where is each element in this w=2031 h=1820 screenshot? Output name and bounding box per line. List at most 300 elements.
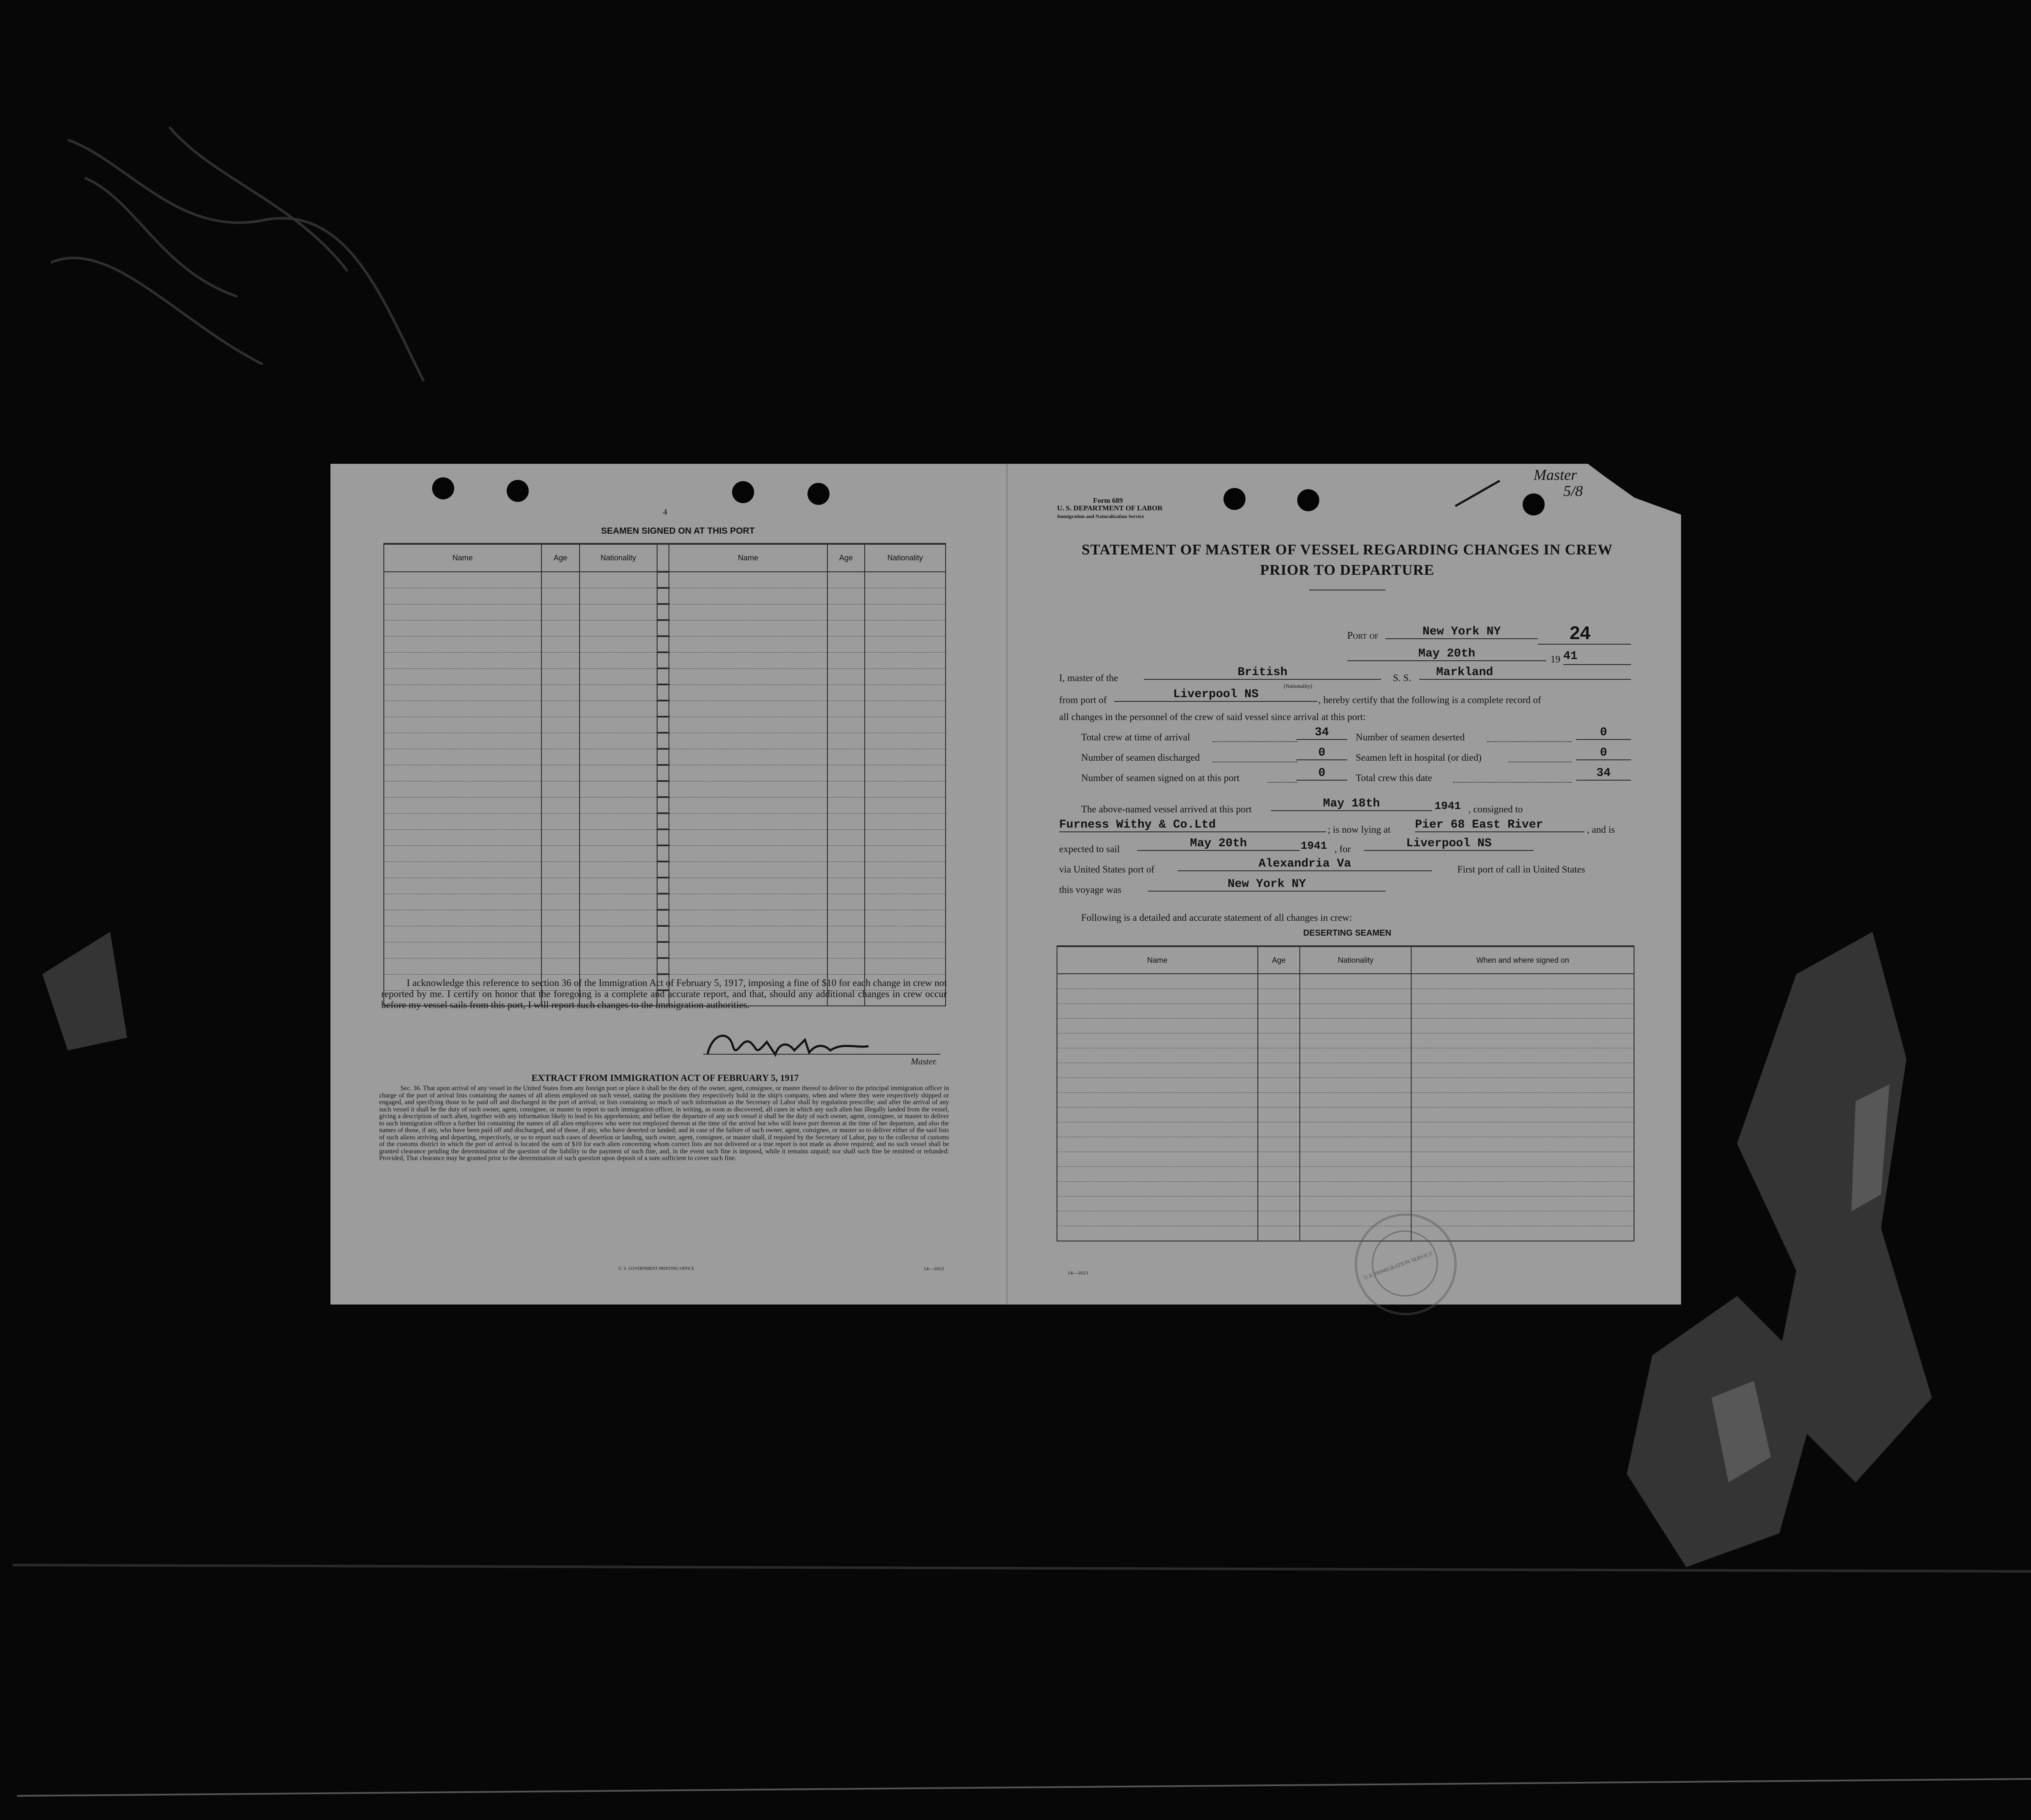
total-crew-date-label: Total crew this date <box>1356 773 1432 783</box>
table-cell <box>1057 1197 1258 1211</box>
table-cell <box>865 926 946 942</box>
arrived-label: The above-named vessel arrived at this port <box>1081 804 1252 814</box>
table-cell <box>1258 1182 1300 1197</box>
table-cell <box>541 652 580 668</box>
table-cell <box>669 942 827 958</box>
destination-field: Liverpool NS <box>1364 837 1534 851</box>
first-port-field: New York NY <box>1148 878 1385 892</box>
following-text: Following is a detailed and accurate statement of all changes in crew: <box>1081 912 1352 923</box>
table-cell <box>1258 1078 1300 1093</box>
table-cell <box>580 572 657 588</box>
table-cell <box>865 958 946 974</box>
lying-label: ; is now lying at <box>1328 824 1391 835</box>
table-cell <box>657 813 669 829</box>
table-cell <box>1258 1137 1300 1152</box>
punch-hole <box>1224 488 1246 510</box>
table-row <box>384 749 946 765</box>
table-cell <box>865 894 946 910</box>
printer-note: U. S. GOVERNMENT PRINTING OFFICE <box>619 1266 694 1271</box>
table-cell <box>1057 1137 1258 1152</box>
table-cell <box>657 781 669 797</box>
master-of-label: I, master of the <box>1059 673 1118 683</box>
sail-year: 1941 <box>1301 839 1327 852</box>
signed-on-label: Number of seamen signed on at this port <box>1081 773 1240 783</box>
table-cell <box>657 845 669 862</box>
table-cell <box>541 684 580 701</box>
discharged-label: Number of seamen discharged <box>1081 752 1200 763</box>
table-cell <box>1300 1078 1411 1093</box>
table-cell <box>657 620 669 636</box>
table-cell <box>384 926 541 942</box>
table-cell <box>1411 974 1634 989</box>
table-cell <box>827 684 865 701</box>
table-cell <box>657 668 669 684</box>
table-cell <box>669 733 827 749</box>
table-row <box>1057 1226 1634 1241</box>
column-header: Name <box>669 544 827 572</box>
table-cell <box>865 813 946 829</box>
table-cell <box>657 717 669 733</box>
table-cell <box>580 701 657 717</box>
table-cell <box>541 958 580 974</box>
table-cell <box>1411 1033 1634 1048</box>
table-row <box>384 701 946 717</box>
table-cell <box>541 926 580 942</box>
table-cell <box>669 926 827 942</box>
table-cell <box>541 749 580 765</box>
table-cell <box>1258 974 1300 989</box>
table-cell <box>384 668 541 684</box>
table-cell <box>669 878 827 894</box>
ss-label: S. S. <box>1393 673 1411 683</box>
table-row <box>1057 1211 1634 1226</box>
table-cell <box>384 701 541 717</box>
table-cell <box>1258 1108 1300 1122</box>
table-cell <box>384 749 541 765</box>
table-cell <box>580 797 657 813</box>
table-cell <box>827 958 865 974</box>
table-cell <box>1300 1004 1411 1019</box>
table-cell <box>384 604 541 620</box>
table-cell <box>865 701 946 717</box>
table-row <box>384 862 946 878</box>
table-cell <box>1300 1063 1411 1078</box>
table-cell <box>827 717 865 733</box>
table-cell <box>384 894 541 910</box>
table-cell <box>541 636 580 652</box>
table-cell <box>541 813 580 829</box>
table-cell <box>1057 1063 1258 1078</box>
table-cell <box>669 958 827 974</box>
table-cell <box>580 684 657 701</box>
from-port-label: from port of <box>1059 695 1107 705</box>
table-cell <box>1057 1167 1258 1182</box>
master-signature <box>703 1025 924 1063</box>
table-cell <box>669 894 827 910</box>
table-cell <box>1057 1152 1258 1167</box>
table-cell <box>657 910 669 926</box>
table-row <box>384 797 946 813</box>
table-cell <box>1258 1019 1300 1033</box>
table-cell <box>669 572 827 588</box>
table-cell <box>1411 1048 1634 1063</box>
table-cell <box>384 733 541 749</box>
department: U. S. DEPARTMENT OF LABOR <box>1057 504 1163 512</box>
table-cell <box>827 620 865 636</box>
table-cell <box>580 845 657 862</box>
table-cell <box>1057 1182 1258 1197</box>
seamen-signed-on-table <box>383 543 946 1006</box>
table-row <box>384 620 946 636</box>
table-row <box>384 717 946 733</box>
table-cell <box>657 765 669 781</box>
table-cell <box>384 797 541 813</box>
table-cell <box>1258 1197 1300 1211</box>
table-cell <box>541 797 580 813</box>
table-cell <box>827 733 865 749</box>
date-field: May 20th <box>1347 647 1546 661</box>
table-row <box>384 636 946 652</box>
table-row <box>1057 1019 1634 1033</box>
table-cell <box>1300 1093 1411 1108</box>
table-cell <box>1411 1108 1634 1122</box>
table-cell <box>865 572 946 588</box>
deserting-seamen-table <box>1057 945 1634 1241</box>
table-cell <box>580 894 657 910</box>
table-cell <box>541 701 580 717</box>
table-cell <box>384 781 541 797</box>
signature-line <box>703 1054 941 1055</box>
deserted-label: Number of seamen deserted <box>1356 732 1465 742</box>
column-header: Name <box>384 544 541 572</box>
acknowledgement-text: I acknowledge this reference to section 36 of the Immigration Act of February 5, 1917, imposing a fine of $10 for each change in crew not reported by me. I certify on honor that the foregoing is a complete and accurate report, and that, should any additional changes in crew occur before my vessel sails from this port, I will report such changes to the immigration authorities. <box>381 978 947 1010</box>
table-cell <box>1411 1182 1634 1197</box>
table-cell <box>1258 1004 1300 1019</box>
table-cell <box>1411 1152 1634 1167</box>
table-cell <box>657 894 669 910</box>
table-cell <box>865 733 946 749</box>
table-cell <box>669 604 827 620</box>
table-cell <box>384 845 541 862</box>
page-number: 4 <box>663 507 667 517</box>
column-header: Nationality <box>1300 946 1411 974</box>
table-cell <box>827 845 865 862</box>
table-cell <box>1258 1048 1300 1063</box>
table-cell <box>827 781 865 797</box>
sail-field: May 20th <box>1137 837 1300 851</box>
for-label: , for <box>1335 844 1351 854</box>
table-cell <box>1300 1122 1411 1137</box>
form-subtitle: PRIOR TO DEPARTURE <box>1260 562 1434 578</box>
table-cell <box>827 797 865 813</box>
table-cell <box>669 781 827 797</box>
table-row <box>384 684 946 701</box>
table-cell <box>657 701 669 717</box>
nationality-label: (Nationality) <box>1284 683 1312 689</box>
punch-hole <box>432 477 454 499</box>
form-code: 14—1613 <box>1068 1270 1088 1276</box>
table-cell <box>865 620 946 636</box>
punch-hole <box>807 483 830 505</box>
table-cell <box>827 862 865 878</box>
table-cell <box>1258 1093 1300 1108</box>
table-cell <box>384 910 541 926</box>
extract-text: Sec. 36. That upon arrival of any vessel in the United States from any foreign port or place it shall be the duty of the owner, agent, consignee, or master thereof to deliver to the principal immigration officer in charge of the port of arrival lists containing the names of all aliens employed on such vessel, stating the positions they respectively hold in the ship's company, when and where they were respectively shipped or engaged, and specifying those to be paid off and discharged in the port of arrival; or lists containing so much of such information as the Secretary of Labor shall by regulation prescribe; and after the arrival of any such vessel it shall be the duty of such owner, agent, consignee, or master to report to such immigration officer, in writing, as soon as discovered, all cases in which any such alien has illegally landed from the vessel, giving a description of such alien, together with any information likely to lead to his apprehension; and before the departure of any such vessel it shall be the duty of such owner, agent, consignee, or master to deliver to such immigration officer a further list containing the names of all alien employees who were not employed thereon at the time of the arrival but who will leave port thereon at the time of her departure, and also the names of those, if any, who have been paid off and discharged, and of those, if any, who have deserted or landed; and in case of the failure of such owner, agent, consignee, or master so to deliver either of the said lists of such aliens arriving and departing, respectively, or so to report such cases of desertion or landing, such owner, agent, consignee, or master shall, if required by the Secretary of Labor, pay to the collector of customs of the customs district in which the port of arrival is located the sum of $10 for each alien concerning whom correct lists are not delivered or a true report is not made as above required; and no such vessel shall be granted clearance pending the determination of the question of the liability to the payment of such fine, and, in the event such fine is imposed, while it remains unpaid; nor shall such fine be remitted or refunded: Provided, That clearance may be granted prior to the determination of such question upon deposit of a sum sufficient to cover such fine. <box>379 1085 949 1162</box>
table-cell <box>384 684 541 701</box>
table-cell <box>827 652 865 668</box>
table-row <box>384 604 946 620</box>
table-cell <box>580 652 657 668</box>
table-cell <box>827 668 865 684</box>
table-cell <box>1057 989 1258 1004</box>
table-cell <box>669 588 827 604</box>
table-cell <box>669 668 827 684</box>
table-row <box>1057 1122 1634 1137</box>
table-cell <box>1300 1019 1411 1033</box>
hospital-label: Seamen left in hospital (or died) <box>1356 752 1482 763</box>
hospital-value: 0 <box>1576 746 1631 760</box>
table-cell <box>1411 1004 1634 1019</box>
total-crew-date-value: 34 <box>1576 767 1631 781</box>
table-cell <box>1411 1093 1634 1108</box>
table-cell <box>580 958 657 974</box>
table-cell <box>669 636 827 652</box>
corner-note: Master <box>1534 466 1577 483</box>
column-header: Nationality <box>865 544 946 572</box>
table-row <box>384 781 946 797</box>
table-row <box>384 845 946 862</box>
table-cell <box>384 717 541 733</box>
year-line <box>1563 664 1631 665</box>
table-cell <box>657 588 669 604</box>
table-cell <box>384 878 541 894</box>
table-cell <box>580 668 657 684</box>
table-row <box>384 733 946 749</box>
table-cell <box>657 572 669 588</box>
table-cell <box>1300 1152 1411 1167</box>
column-header: When and where signed on <box>1411 946 1634 974</box>
table-cell <box>1057 1019 1258 1033</box>
table-cell <box>1411 989 1634 1004</box>
table-row <box>1057 1137 1634 1152</box>
table-cell <box>580 781 657 797</box>
table-cell <box>1411 1019 1634 1033</box>
table-cell <box>580 862 657 878</box>
table-cell <box>657 652 669 668</box>
table-cell <box>580 733 657 749</box>
table-cell <box>1411 1197 1634 1211</box>
table-row <box>1057 974 1634 989</box>
table-cell <box>657 604 669 620</box>
table-cell <box>580 829 657 845</box>
table-cell <box>827 604 865 620</box>
table-row <box>384 958 946 974</box>
table-cell <box>827 701 865 717</box>
table-cell <box>865 668 946 684</box>
table-cell <box>541 572 580 588</box>
table-cell <box>384 652 541 668</box>
via-label: via United States port of <box>1059 864 1154 875</box>
table-cell <box>865 588 946 604</box>
table-cell <box>669 701 827 717</box>
table-cell <box>1057 1033 1258 1048</box>
punch-hole <box>1297 489 1319 511</box>
table-cell <box>657 878 669 894</box>
table-row <box>384 894 946 910</box>
table-row <box>1057 1063 1634 1078</box>
table-cell <box>865 765 946 781</box>
stamp-text: U.S. IMMIGRATION SERVICE <box>1363 1250 1434 1281</box>
port-label: Port of <box>1347 630 1379 641</box>
table-cell <box>1258 1167 1300 1182</box>
table-cell <box>827 588 865 604</box>
table-cell <box>669 797 827 813</box>
table-row <box>1057 1078 1634 1093</box>
table-cell <box>580 636 657 652</box>
table-cell <box>541 620 580 636</box>
table-cell <box>580 620 657 636</box>
consigned-label: , consigned to <box>1468 804 1523 814</box>
table-cell <box>580 588 657 604</box>
table-row <box>384 668 946 684</box>
punch-hole <box>732 481 754 503</box>
table-row <box>1057 1182 1634 1197</box>
via-field: Alexandria Va <box>1178 857 1432 871</box>
form-code: 14—1613 <box>924 1266 944 1272</box>
table-cell <box>1258 989 1300 1004</box>
and-is-label: , and is <box>1587 824 1615 835</box>
service: Immigration and Naturalization Service <box>1057 513 1144 519</box>
table-cell <box>1258 1211 1300 1226</box>
table-cell <box>865 942 946 958</box>
table-cell <box>865 652 946 668</box>
nationality-field: British <box>1144 666 1381 680</box>
table-cell <box>865 862 946 878</box>
port-field: New York NY <box>1385 625 1538 639</box>
table-cell <box>1057 1226 1258 1241</box>
deserting-title: DESERTING SEAMEN <box>1303 928 1391 938</box>
table-cell <box>1300 1033 1411 1048</box>
table-cell <box>865 878 946 894</box>
column-header: Age <box>827 544 865 572</box>
this-voyage-label: this voyage was <box>1059 884 1121 895</box>
column-header: Age <box>1258 946 1300 974</box>
table-cell <box>1258 1226 1300 1241</box>
table-cell <box>1057 974 1258 989</box>
arrived-field: May 18th <box>1271 797 1432 811</box>
table-cell <box>1300 989 1411 1004</box>
table-cell <box>1300 974 1411 989</box>
punch-hole <box>1523 493 1545 515</box>
table-cell <box>865 636 946 652</box>
table-cell <box>827 926 865 942</box>
table-cell <box>827 572 865 588</box>
table-cell <box>657 942 669 958</box>
table-cell <box>657 797 669 813</box>
table-cell <box>669 717 827 733</box>
table-cell <box>1411 1122 1634 1137</box>
table-cell <box>541 910 580 926</box>
table-cell <box>541 765 580 781</box>
table-row <box>384 652 946 668</box>
table-cell <box>827 829 865 845</box>
total-crew-arrival-label: Total crew at time of arrival <box>1081 732 1190 742</box>
form-title: STATEMENT OF MASTER OF VESSEL REGARDING CHANGES IN CREW <box>1082 541 1613 558</box>
arrived-year: 1941 <box>1434 800 1461 812</box>
table-row <box>1057 989 1634 1004</box>
table-cell <box>1057 1122 1258 1137</box>
table-cell <box>669 749 827 765</box>
table-cell <box>1258 1122 1300 1137</box>
table-cell <box>384 829 541 845</box>
table-row <box>1057 1108 1634 1122</box>
table-cell <box>384 958 541 974</box>
table-cell <box>657 926 669 942</box>
table-cell <box>657 636 669 652</box>
first-port-label: First port of call in United States <box>1457 864 1585 875</box>
table-row <box>1057 1167 1634 1182</box>
table-cell <box>580 878 657 894</box>
extract-title: EXTRACT FROM IMMIGRATION ACT OF FEBRUARY 5, 1917 <box>531 1072 799 1083</box>
table-cell <box>657 862 669 878</box>
table-cell <box>827 894 865 910</box>
deserted-value: 0 <box>1576 726 1631 740</box>
table-cell <box>1300 1137 1411 1152</box>
consignee-field: Furness Withy & Co.Ltd <box>1059 818 1326 832</box>
table-cell <box>669 862 827 878</box>
table-cell <box>384 765 541 781</box>
from-port-field: Liverpool NS <box>1114 688 1318 702</box>
table-cell <box>541 862 580 878</box>
table-cell <box>865 684 946 701</box>
table-row <box>1057 1033 1634 1048</box>
table-cell <box>865 604 946 620</box>
table-cell <box>1411 1078 1634 1093</box>
table-cell <box>541 604 580 620</box>
table-cell <box>1300 1182 1411 1197</box>
table-cell <box>1057 1048 1258 1063</box>
table-cell <box>580 749 657 765</box>
table-cell <box>1411 1211 1634 1226</box>
total-crew-arrival-value: 34 <box>1296 726 1347 740</box>
table-cell <box>1300 1197 1411 1211</box>
table-cell <box>1258 1063 1300 1078</box>
form-number: Form 689 <box>1093 496 1123 504</box>
table-row <box>384 588 946 604</box>
table-cell <box>1057 1108 1258 1122</box>
table-cell <box>669 765 827 781</box>
table-cell <box>669 813 827 829</box>
port-number: 24 <box>1570 623 1590 643</box>
table-cell <box>657 829 669 845</box>
table-row <box>384 572 946 588</box>
table-cell <box>1411 1137 1634 1152</box>
table-cell <box>865 845 946 862</box>
signed-on-value: 0 <box>1296 767 1347 781</box>
table-cell <box>541 878 580 894</box>
table-cell <box>580 910 657 926</box>
table-cell <box>827 942 865 958</box>
table-cell <box>865 717 946 733</box>
table-cell <box>827 636 865 652</box>
table-cell <box>541 845 580 862</box>
table-row <box>384 829 946 845</box>
table-cell <box>541 781 580 797</box>
table-row <box>1057 1004 1634 1019</box>
table-row <box>384 942 946 958</box>
table-cell <box>541 668 580 684</box>
table-cell <box>541 829 580 845</box>
